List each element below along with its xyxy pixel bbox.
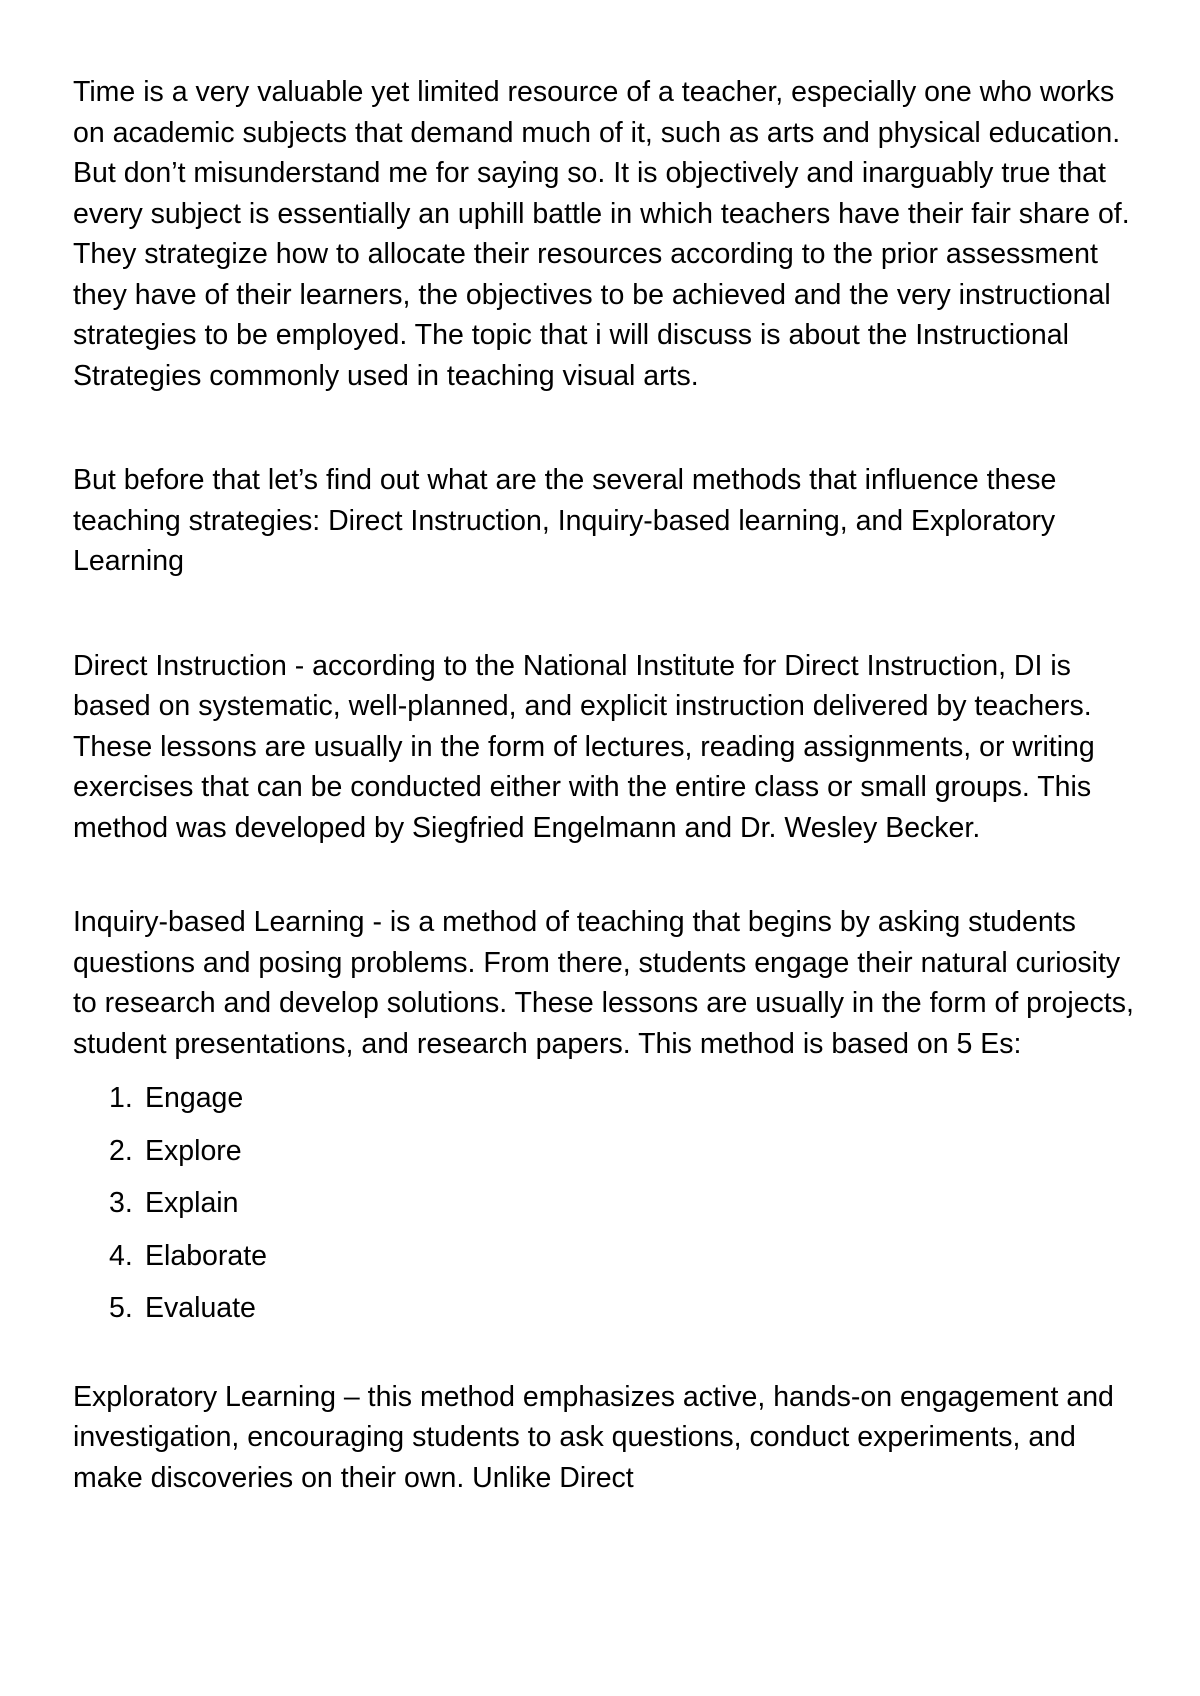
inquiry-based-learning-paragraph: Inquiry-based Learning - is a method of teaching that begins by asking students questions and posing problems. From there, students engage their natural curiosity to research and develop solutions. These lessons are usually in the form of projects, student presentations, and research papers. This method is based on 5 Es: xyxy=(73,906,1134,1060)
list-item-label: Explain xyxy=(145,1187,239,1219)
list-item-number: 2. xyxy=(109,1134,133,1167)
list-item-label: Engage xyxy=(145,1082,244,1114)
methods-overview-paragraph: But before that let’s find out what are the several methods that influence these teaching strategies: Direct Instruction, Inquiry-based learning, and Exploratory Learning xyxy=(73,464,1057,577)
exploratory-learning-paragraph: Exploratory Learning – this method emphasizes active, hands-on engagement and investigation, encouraging students to ask questions, conduct experiments, and make discoveries on their own. Unlike Direct xyxy=(73,1380,1114,1494)
five-es-list xyxy=(73,1072,1140,1335)
intro-paragraph: Time is a very valuable yet limited resource of a teacher, especially one who works on academic subjects that demand much of it, such as arts and physical education. But don’t misunderstand me for saying so. It is objectively and inarguably true that every subject is essentially an uphill battle in which teachers have their fair share of. They strategize how to allocate their resources according to the prior assessment they have of their learners, the objectives to be achieved and the very instructional strategies to be employed. The topic that i will discuss is about the Instructional Strategies commonly used in teaching visual arts. xyxy=(73,76,1130,392)
list-item-number: 4. xyxy=(109,1239,133,1272)
list-item-number: 1. xyxy=(109,1082,133,1114)
list-item xyxy=(109,1072,1140,1125)
list-item-label: Elaborate xyxy=(145,1239,268,1272)
list-item xyxy=(109,1230,1140,1283)
list-item xyxy=(109,1282,1140,1335)
paragraph-spacer xyxy=(73,582,1140,646)
list-item-number: 3. xyxy=(109,1187,133,1219)
direct-instruction-paragraph: Direct Instruction - according to the National Institute for Direct Instruction, DI is based on systematic, well-planned, and explicit instruction delivered by teachers. These lessons are usually in the form of lectures, reading assignments, or writing exercises that can be conducted either with the entire class or small groups. This method was developed by Siegfried Engelmann and Dr. Wesley Becker. xyxy=(73,649,1095,844)
paragraph-spacer xyxy=(73,396,1140,460)
list-item-label: Evaluate xyxy=(145,1292,256,1324)
list-item-label: Explore xyxy=(145,1134,242,1167)
list-item-number: 5. xyxy=(109,1292,133,1324)
list-item xyxy=(109,1125,1140,1178)
list-item xyxy=(109,1177,1140,1230)
paragraph-spacer xyxy=(73,848,1140,902)
